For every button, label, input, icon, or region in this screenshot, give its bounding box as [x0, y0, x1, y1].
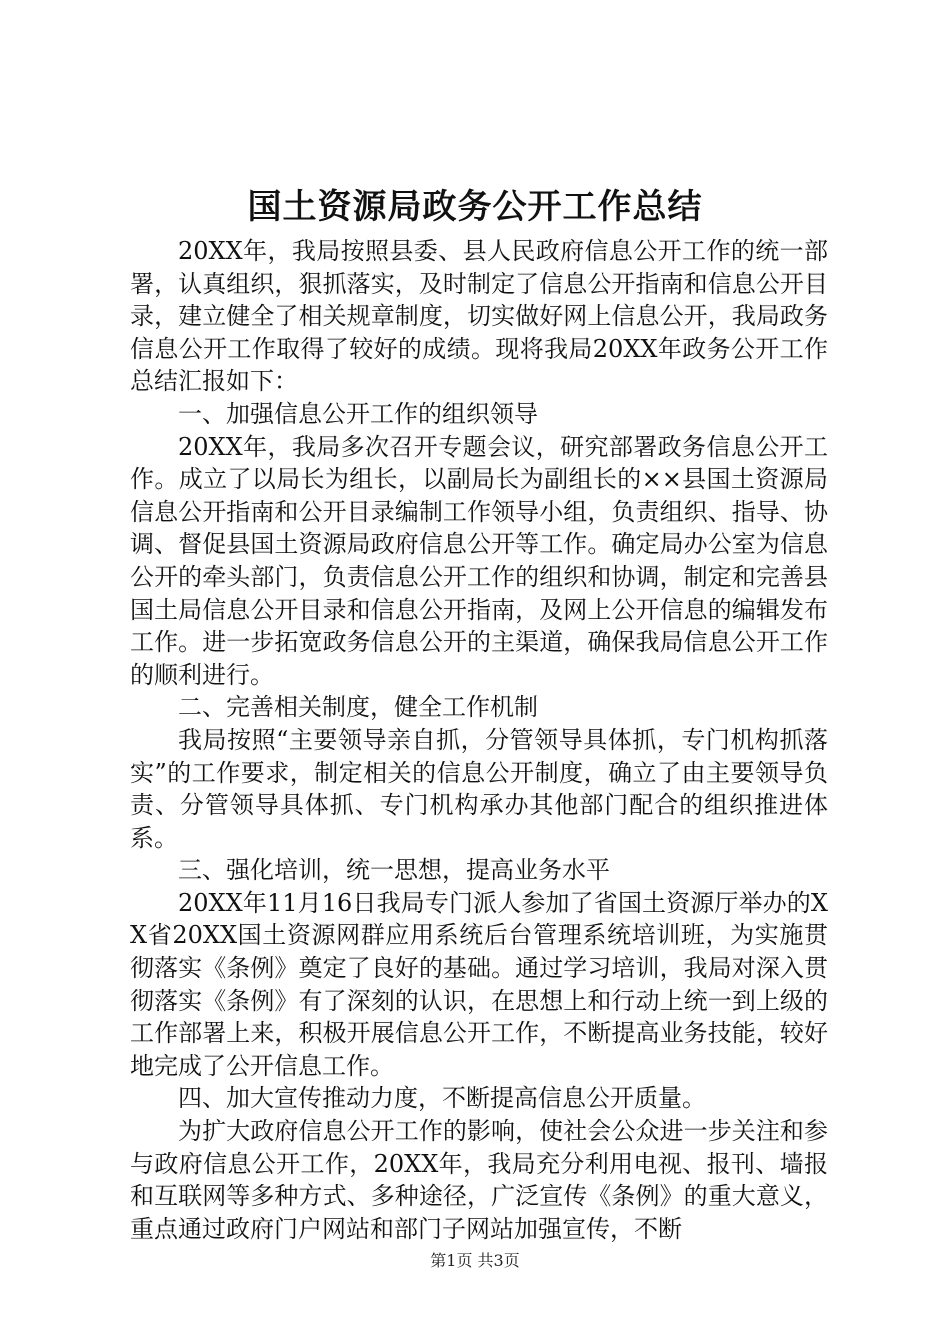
section-2-paragraph: 我局按照“主要领导亲自抓，分管领导具体抓，专门机构抓落实”的工作要求，制定相关的信息公开制度，确立了由主要领导负责、分管领导具体抓、专门机构承办其他部门配合的组织推进体系。 — [130, 725, 828, 852]
section-heading-4: 四、加大宣传推动力度，不断提高信息公开质量。 — [178, 1084, 706, 1113]
document-body — [130, 235, 828, 1245]
section-3-paragraph: 20XX年11月16日我局专门派人参加了省国土资源厅举办的XX省20XX国土资源网群应用系统后台管理系统培训班，为实施贯彻落实《条例》奠定了良好的基础。通过学习培训，我局对深入贯彻落实《条例》有了深刻的认识，在思想上和行动上统一到上级的工作部署上来，积极开展信息公开工作，不断提高业务技能，较好地完成了公开信息工作。 — [130, 888, 828, 1080]
section-4-paragraph: 为扩大政府信息公开工作的影响，使社会公众进一步关注和参与政府信息公开工作，20XX年，我局充分利用电视、报刊、墙报和互联网等多种方式、多种途径，广泛宣传《条例》的重大意义，重点通过政府门户网站和部门子网站加强宣传，不断 — [130, 1117, 828, 1243]
intro-paragraph: 20XX年，我局按照县委、县人民政府信息公开工作的统一部署，认真组织，狠抓落实，及时制定了信息公开指南和信息公开目录，建立健全了相关规章制度，切实做好网上信息公开，我局政务信息公开工作取得了较好的成绩。现将我局20XX年政务公开工作总结汇报如下： — [130, 237, 828, 396]
section-heading-3: 三、强化培训，统一思想，提高业务水平 — [178, 856, 610, 885]
page-footer: 第1页 共3页 — [430, 1251, 520, 1270]
section-1-paragraph: 20XX年，我局多次召开专题会议，研究部署政务信息公开工作。成立了以局长为组长，以副局长为副组长的××县国土资源局信息公开指南和公开目录编制工作领导小组，负责组织、指导、协调、督促县国土资源局政府信息公开等工作。确定局办公室为信息公开的牵头部门，负责信息公开工作的组织和协调，制定和完善县国土局信息公开目录和信息公开指南，及网上公开信息的编辑发布工作。进一步拓宽政务信息公开的主渠道，确保我局信息公开工作的顺利进行。 — [130, 432, 828, 689]
section-heading-2: 二、完善相关制度，健全工作机制 — [178, 693, 538, 722]
page-title: 国土资源局政务公开工作总结 — [247, 187, 703, 227]
section-heading-1: 一、加强信息公开工作的组织领导 — [178, 399, 538, 428]
